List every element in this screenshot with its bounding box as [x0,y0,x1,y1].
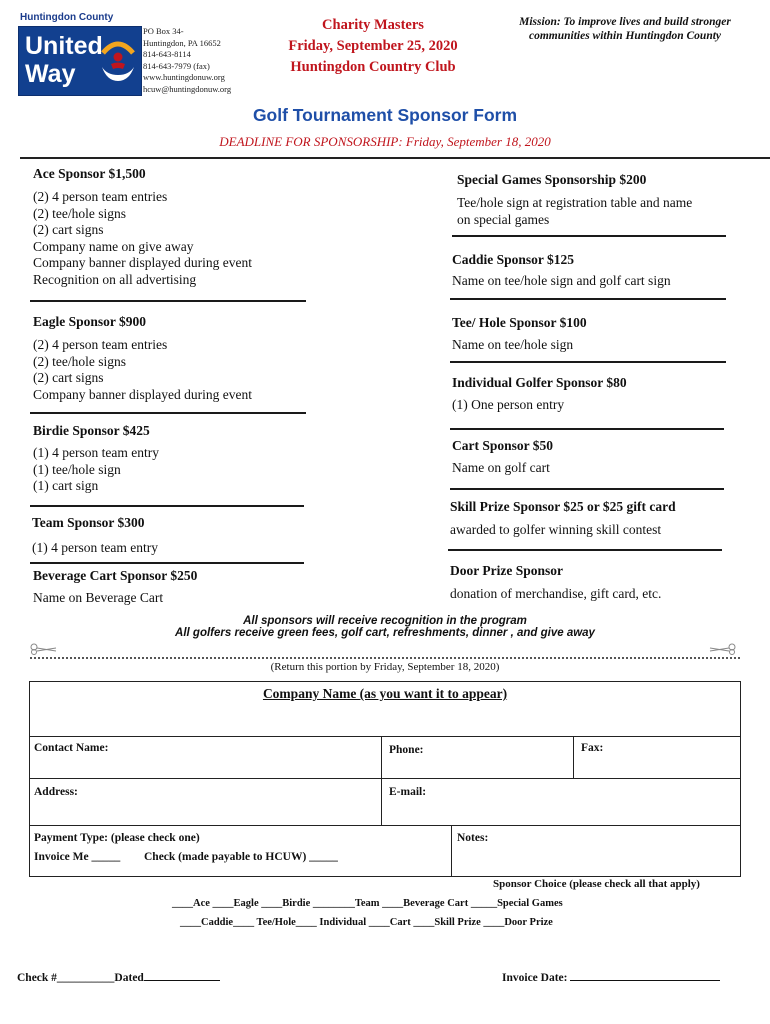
logo-word-united: United [25,32,103,60]
tier-line: Name on Beverage Cart [33,590,164,605]
divider [450,298,726,300]
notice-sponsors: All sponsors will receive recognition in the program [243,615,527,627]
united-way-hand-icon [99,37,137,85]
tier-line: (2) cart signs [33,370,104,385]
tier-title-door-prize: Door Prize Sponsor [450,563,563,578]
address-label: Address: [34,786,78,798]
tier-line: (1) 4 person team entry [32,540,158,555]
divider [30,562,304,564]
cut-line [30,657,740,659]
tier-line: (2) tee/hole signs [33,205,126,221]
tier-title-skill-prize: Skill Prize Sponsor $25 or $25 gift card [450,499,676,514]
tier-line: Name on tee/hole sign [452,337,574,352]
tier-line: (2) tee/hole signs [33,353,126,369]
tier-body-birdie [33,445,159,495]
email-label: E-mail: [389,786,427,798]
phone-label: Phone: [389,744,424,756]
tier-title-tee-hole: Tee/ Hole Sponsor $100 [452,315,587,330]
divider [30,412,306,414]
invoice-date-label: Invoice Date: [502,972,568,984]
divider [450,428,724,430]
tier-body-beverage-cart [33,590,163,607]
invoice-date-field[interactable] [502,970,720,984]
divider [30,300,306,302]
event-venue: Huntingdon Country Club [290,59,456,75]
contact-line: 814-643-7979 (fax) [143,60,210,71]
contact-name-field[interactable] [29,736,382,779]
tier-body-special-games [457,195,692,228]
contact-info [143,26,231,95]
sponsor-choice-heading: Sponsor Choice (please check all that apply) [493,878,700,890]
tier-title-individual-golfer: Individual Golfer Sponsor $80 [452,375,627,390]
contact-line: 814-643-8114 [143,49,191,59]
email-field[interactable] [381,778,741,826]
tier-body-tee-hole [452,337,573,354]
tier-line: (1) cart sign [33,478,99,493]
divider [450,361,726,363]
tier-line: Company banner displayed during event [33,255,252,270]
tier-line: awarded to golfer winning skill contest [450,522,662,537]
fax-label: Fax: [581,742,604,754]
tier-line: (1) tee/hole sign [33,461,121,477]
event-info [268,15,478,78]
check-number-label: Check #__________Dated [17,972,144,984]
tier-body-cart [452,460,550,477]
tier-body-door-prize [450,586,661,603]
scissors-icon [30,643,58,655]
tier-line: Company name on give away [33,238,194,254]
company-name-field[interactable] [29,681,741,737]
payment-type-label: Payment Type: (please check one) [34,832,200,844]
logo-caption: Huntingdon County [20,12,114,23]
event-date: Friday, September 25, 2020 [288,38,458,54]
tier-body-caddie [452,273,671,290]
check-payment-option[interactable]: Check (made payable to HCUW) _____ [144,851,338,863]
tier-title-caddie: Caddie Sponsor $125 [452,252,575,267]
divider [30,505,304,507]
notes-label: Notes: [457,832,489,844]
tier-line: (2) 4 person team entries [33,337,168,352]
header-divider [20,157,770,159]
divider [448,549,722,551]
tier-line: Name on golf cart [452,460,550,475]
sponsor-choice-line-2[interactable]: ____Caddie____ Tee/Hole____ Individual ____Cart ____Skill Prize ____Door Prize [180,917,553,928]
notice-golfers: All golfers receive green fees, golf cart, refreshments, dinner , and give away [175,627,595,639]
united-way-logo [18,26,142,96]
mission-statement: Mission: To improve lives and build stronger communities within Huntingdon County [519,16,731,42]
check-number-field[interactable] [17,970,220,984]
tier-line: (2) 4 person team entries [33,189,168,204]
deadline-text: DEADLINE FOR SPONSORSHIP: Friday, September 18, 2020 [219,134,551,149]
divider [450,488,724,490]
logo-word-way: Way [25,60,76,88]
tier-body-team [32,540,158,557]
invoice-me-option[interactable]: Invoice Me _____ [34,851,121,863]
tier-line: Company banner displayed during event [33,386,252,402]
sponsor-choice-line-1[interactable]: ____Ace ____Eagle ____Birdie ________Team ____Beverage Cart _____Special Games [172,898,563,909]
invoice-date-blank[interactable] [570,970,720,981]
tier-line: Tee/hole sign at registration table and name [457,195,693,210]
tier-line: Recognition on all advertising [33,271,197,287]
tier-title-team: Team Sponsor $300 [32,515,145,530]
contact-line: www.huntingdonuw.org [143,72,225,82]
tier-body-eagle [33,337,252,403]
tier-line: on special games [457,211,550,227]
contact-line: Huntingdon, PA 16652 [143,37,221,48]
return-note: (Return this portion by Friday, September 18, 2020) [270,661,500,673]
tier-title-beverage-cart: Beverage Cart Sponsor $250 [33,568,198,583]
tier-line: donation of merchandise, gift card, etc. [450,586,662,601]
dated-blank[interactable] [144,970,220,981]
tier-title-cart: Cart Sponsor $50 [452,438,554,453]
address-field[interactable] [29,778,382,826]
tier-line: Name on tee/hole sign and golf cart sign [452,273,671,288]
tier-title-birdie: Birdie Sponsor $425 [33,423,150,438]
divider [452,235,726,237]
tier-title-ace: Ace Sponsor $1,500 [33,166,146,181]
payment-type-field [29,825,452,877]
tier-line: (1) 4 person team entry [33,445,159,460]
tier-line: (1) One person entry [452,397,565,412]
tier-line: (2) cart signs [33,222,104,237]
phone-field[interactable] [381,736,574,779]
contact-line: PO Box 34- [143,26,184,36]
tier-title-special-games: Special Games Sponsorship $200 [457,172,647,187]
contact-name-label: Contact Name: [34,742,109,754]
company-name-label: Company Name (as you want it to appear) [262,686,508,701]
form-title: Golf Tournament Sponsor Form [252,105,518,125]
tier-body-ace [33,189,252,288]
scissors-icon [708,643,736,655]
tier-body-skill-prize [450,522,661,539]
contact-line: hcuw@huntingdonuw.org [143,83,232,94]
notes-field[interactable] [451,825,741,877]
tier-body-individual-golfer [452,397,564,414]
tier-title-eagle: Eagle Sponsor $900 [33,314,147,329]
event-name: Charity Masters [322,17,424,33]
fax-field[interactable] [573,736,741,779]
